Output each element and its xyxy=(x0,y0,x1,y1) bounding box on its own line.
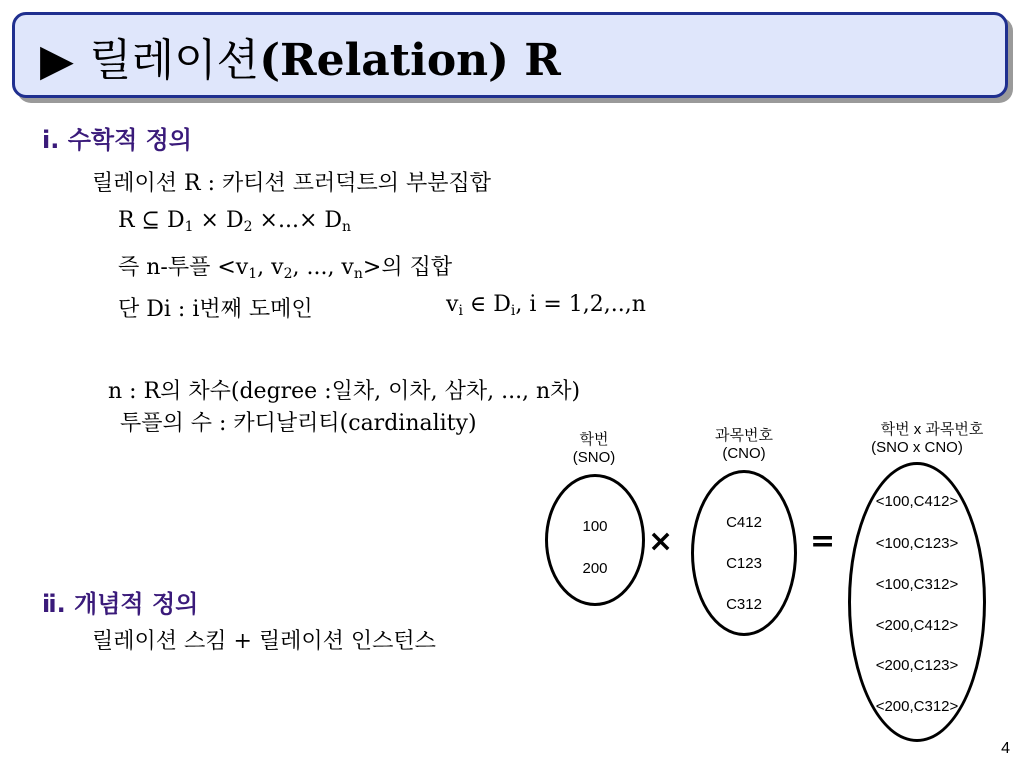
set3-value: <100,C412> xyxy=(875,493,959,510)
set3-value: <100,C123> xyxy=(875,535,959,552)
tuple-set-line: 즉 n-투플 $<v_1$, $v_2$, ..., $v_n>$의 집합 xyxy=(118,255,453,282)
degree-line: n : R의 차수(degree :일차, 이차, 삼차, ..., n차) xyxy=(108,379,581,404)
set2-label: 과목번호 xyxy=(715,427,773,444)
cardinality-line: 투플의 수 : 카디날리티(cardinality) xyxy=(120,411,477,436)
set2-sublabel: (CNO) xyxy=(722,445,766,462)
slide-title xyxy=(40,24,561,88)
set1-sublabel: (SNO) xyxy=(572,449,616,466)
set1-label: 학번 xyxy=(579,431,609,448)
concept-line: 릴레이션 스킴 + 릴레이션 인스턴스 xyxy=(92,629,436,654)
set3-value: <200,C312> xyxy=(875,698,959,715)
subset-formula: R ⊆ $D_1 \times D_2$ ×...× $D_n$ xyxy=(118,208,352,235)
title-english: (Relation) R xyxy=(259,35,561,86)
play-marker-icon: ▶ xyxy=(40,35,74,86)
domain-line: 단 Di : i번째 도메인 xyxy=(118,297,313,322)
set3-value: <100,C312> xyxy=(875,576,959,593)
equals-sign: = xyxy=(810,524,836,559)
set1-value: 100 xyxy=(582,518,608,535)
relation-definition: 릴레이션 R : 카티션 프러덕트의 부분집합 xyxy=(92,171,491,196)
set2-value: C123 xyxy=(726,555,762,572)
set1-ellipse xyxy=(545,474,645,606)
section1-heading: ⅰ. 수학적 정의 xyxy=(42,126,192,154)
times-sign: × xyxy=(648,524,674,559)
set3-value: <200,C412> xyxy=(875,617,959,634)
set2-value: C312 xyxy=(726,596,762,613)
set2-value: C412 xyxy=(726,514,762,531)
page-number: 4 xyxy=(1001,740,1010,757)
set3-label: 학번 x 과목번호 xyxy=(880,421,984,438)
title-korean: 릴레이션 xyxy=(89,35,260,86)
set1-value: 200 xyxy=(582,560,608,577)
section2-heading: ⅱ. 개념적 정의 xyxy=(42,590,199,618)
set3-sublabel: (SNO x CNO) xyxy=(871,439,963,456)
domain-formula: $v_i$ ∈ $D_i$, i = 1,2,..,n xyxy=(446,292,646,319)
set3-value: <200,C123> xyxy=(875,657,959,674)
